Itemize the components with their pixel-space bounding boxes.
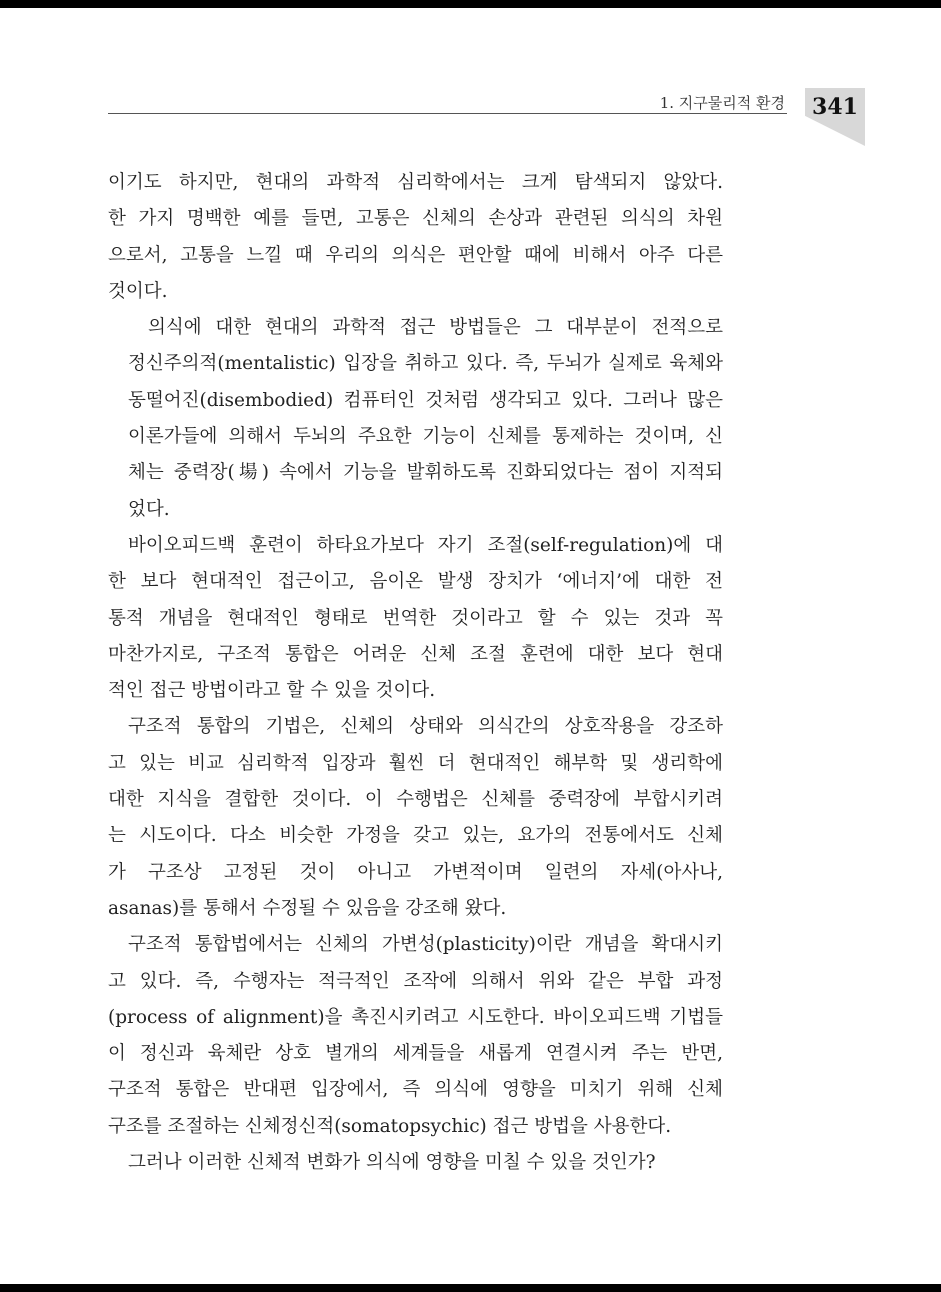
text-line: 동떨어진(disembodied) 컴퓨터인 것처럼 생각되고 있다. 그러나 많은 <box>128 389 723 411</box>
text-line: (process of alignment)을 촉진시키려고 시도한다. 바이오피드백 기법들 <box>108 1006 723 1028</box>
text-line: 한 가지 명백한 예를 들면, 고통은 신체의 손상과 관련된 의식의 차원 <box>108 208 723 230</box>
text-line: 한 보다 현대적인 접근이고, 음이온 발생 장치가 ‘에너지’에 대한 전 <box>108 571 723 593</box>
header-rule <box>108 113 787 114</box>
text-line: 체는 중력장(場) 속에서 기능을 발휘하도록 진화되었다는 점이 지적되 <box>128 462 723 484</box>
text-line: 구조적 통합은 반대편 입장에서, 즉 의식에 영향을 미치기 위해 신체 <box>108 1079 723 1101</box>
text-line: 는 시도이다. 다소 비슷한 가정을 갖고 있는, 요가의 전통에서도 신체 <box>108 825 723 847</box>
running-header: 1. 지구물리적 환경 <box>659 94 785 112</box>
page-number: 341 <box>812 94 858 120</box>
text-line: 고 있다. 즉, 수행자는 적극적인 조작에 의해서 위와 같은 부합 과정 <box>108 970 723 992</box>
paragraph <box>108 709 723 927</box>
text-line: 가 구조상 고정된 것이 아니고 가변적이며 일련의 자세(아사나, <box>108 861 723 883</box>
paragraph <box>108 165 723 310</box>
text-line: 이 정신과 육체란 상호 별개의 세계들을 새롭게 연결시켜 주는 반면, <box>108 1043 723 1065</box>
text-line: 의식에 대한 현대의 과학적 접근 방법들은 그 대부분이 전적으로 <box>148 317 723 339</box>
text-line: 통적 개념을 현대적인 형태로 번역한 것이라고 할 수 있는 것과 꼭 <box>108 607 723 629</box>
body-text <box>108 165 723 1181</box>
paragraph <box>108 528 723 709</box>
text-line: 으로서, 고통을 느낄 때 우리의 의식은 편안할 때에 비해서 아주 다른 <box>108 244 723 266</box>
text-line: 었다. <box>128 498 170 520</box>
text-line: 이기도 하지만, 현대의 과학적 심리학에서는 크게 탐색되지 않았다. <box>108 172 723 193</box>
book-page <box>0 8 941 1284</box>
text-line: asanas)를 통해서 수정될 수 있음을 강조해 왔다. <box>108 897 507 919</box>
text-line: 것이다. <box>108 280 168 302</box>
text-line: 정신주의적(mentalistic) 입장을 취하고 있다. 즉, 두뇌가 실제로 육체와 <box>128 353 723 375</box>
text-line: 바이오피드백 훈련이 하타요가보다 자기 조절(self-regulation)에 대 <box>128 534 723 556</box>
text-line: 고 있는 비교 심리학적 입장과 훨씬 더 현대적인 해부학 및 생리학에 <box>108 752 723 774</box>
text-line: 구조를 조절하는 신체정신적(somatopsychic) 접근 방법을 사용한다. <box>108 1115 672 1137</box>
text-line: 이론가들에 의해서 두뇌의 주요한 기능이 신체를 통제하는 것이며, 신 <box>128 426 723 448</box>
paragraph <box>108 1145 723 1181</box>
text-line: 마찬가지로, 구조적 통합은 어려운 신체 조절 훈련에 대한 보다 현대 <box>108 643 723 665</box>
text-line: 대한 지식을 결합한 것이다. 이 수행법은 신체를 중력장에 부합시키려 <box>108 789 723 811</box>
paragraph <box>108 310 723 528</box>
paragraph <box>108 927 723 1145</box>
text-line: 구조적 통합의 기법은, 신체의 상태와 의식간의 상호작용을 강조하 <box>128 716 723 738</box>
text-line: 적인 접근 방법이라고 할 수 있을 것이다. <box>108 680 436 702</box>
text-line: 그러나 이러한 신체적 변화가 의식에 영향을 미칠 수 있을 것인가? <box>128 1152 656 1174</box>
text-line: 구조적 통합법에서는 신체의 가변성(plasticity)이란 개념을 확대시키 <box>128 934 723 956</box>
